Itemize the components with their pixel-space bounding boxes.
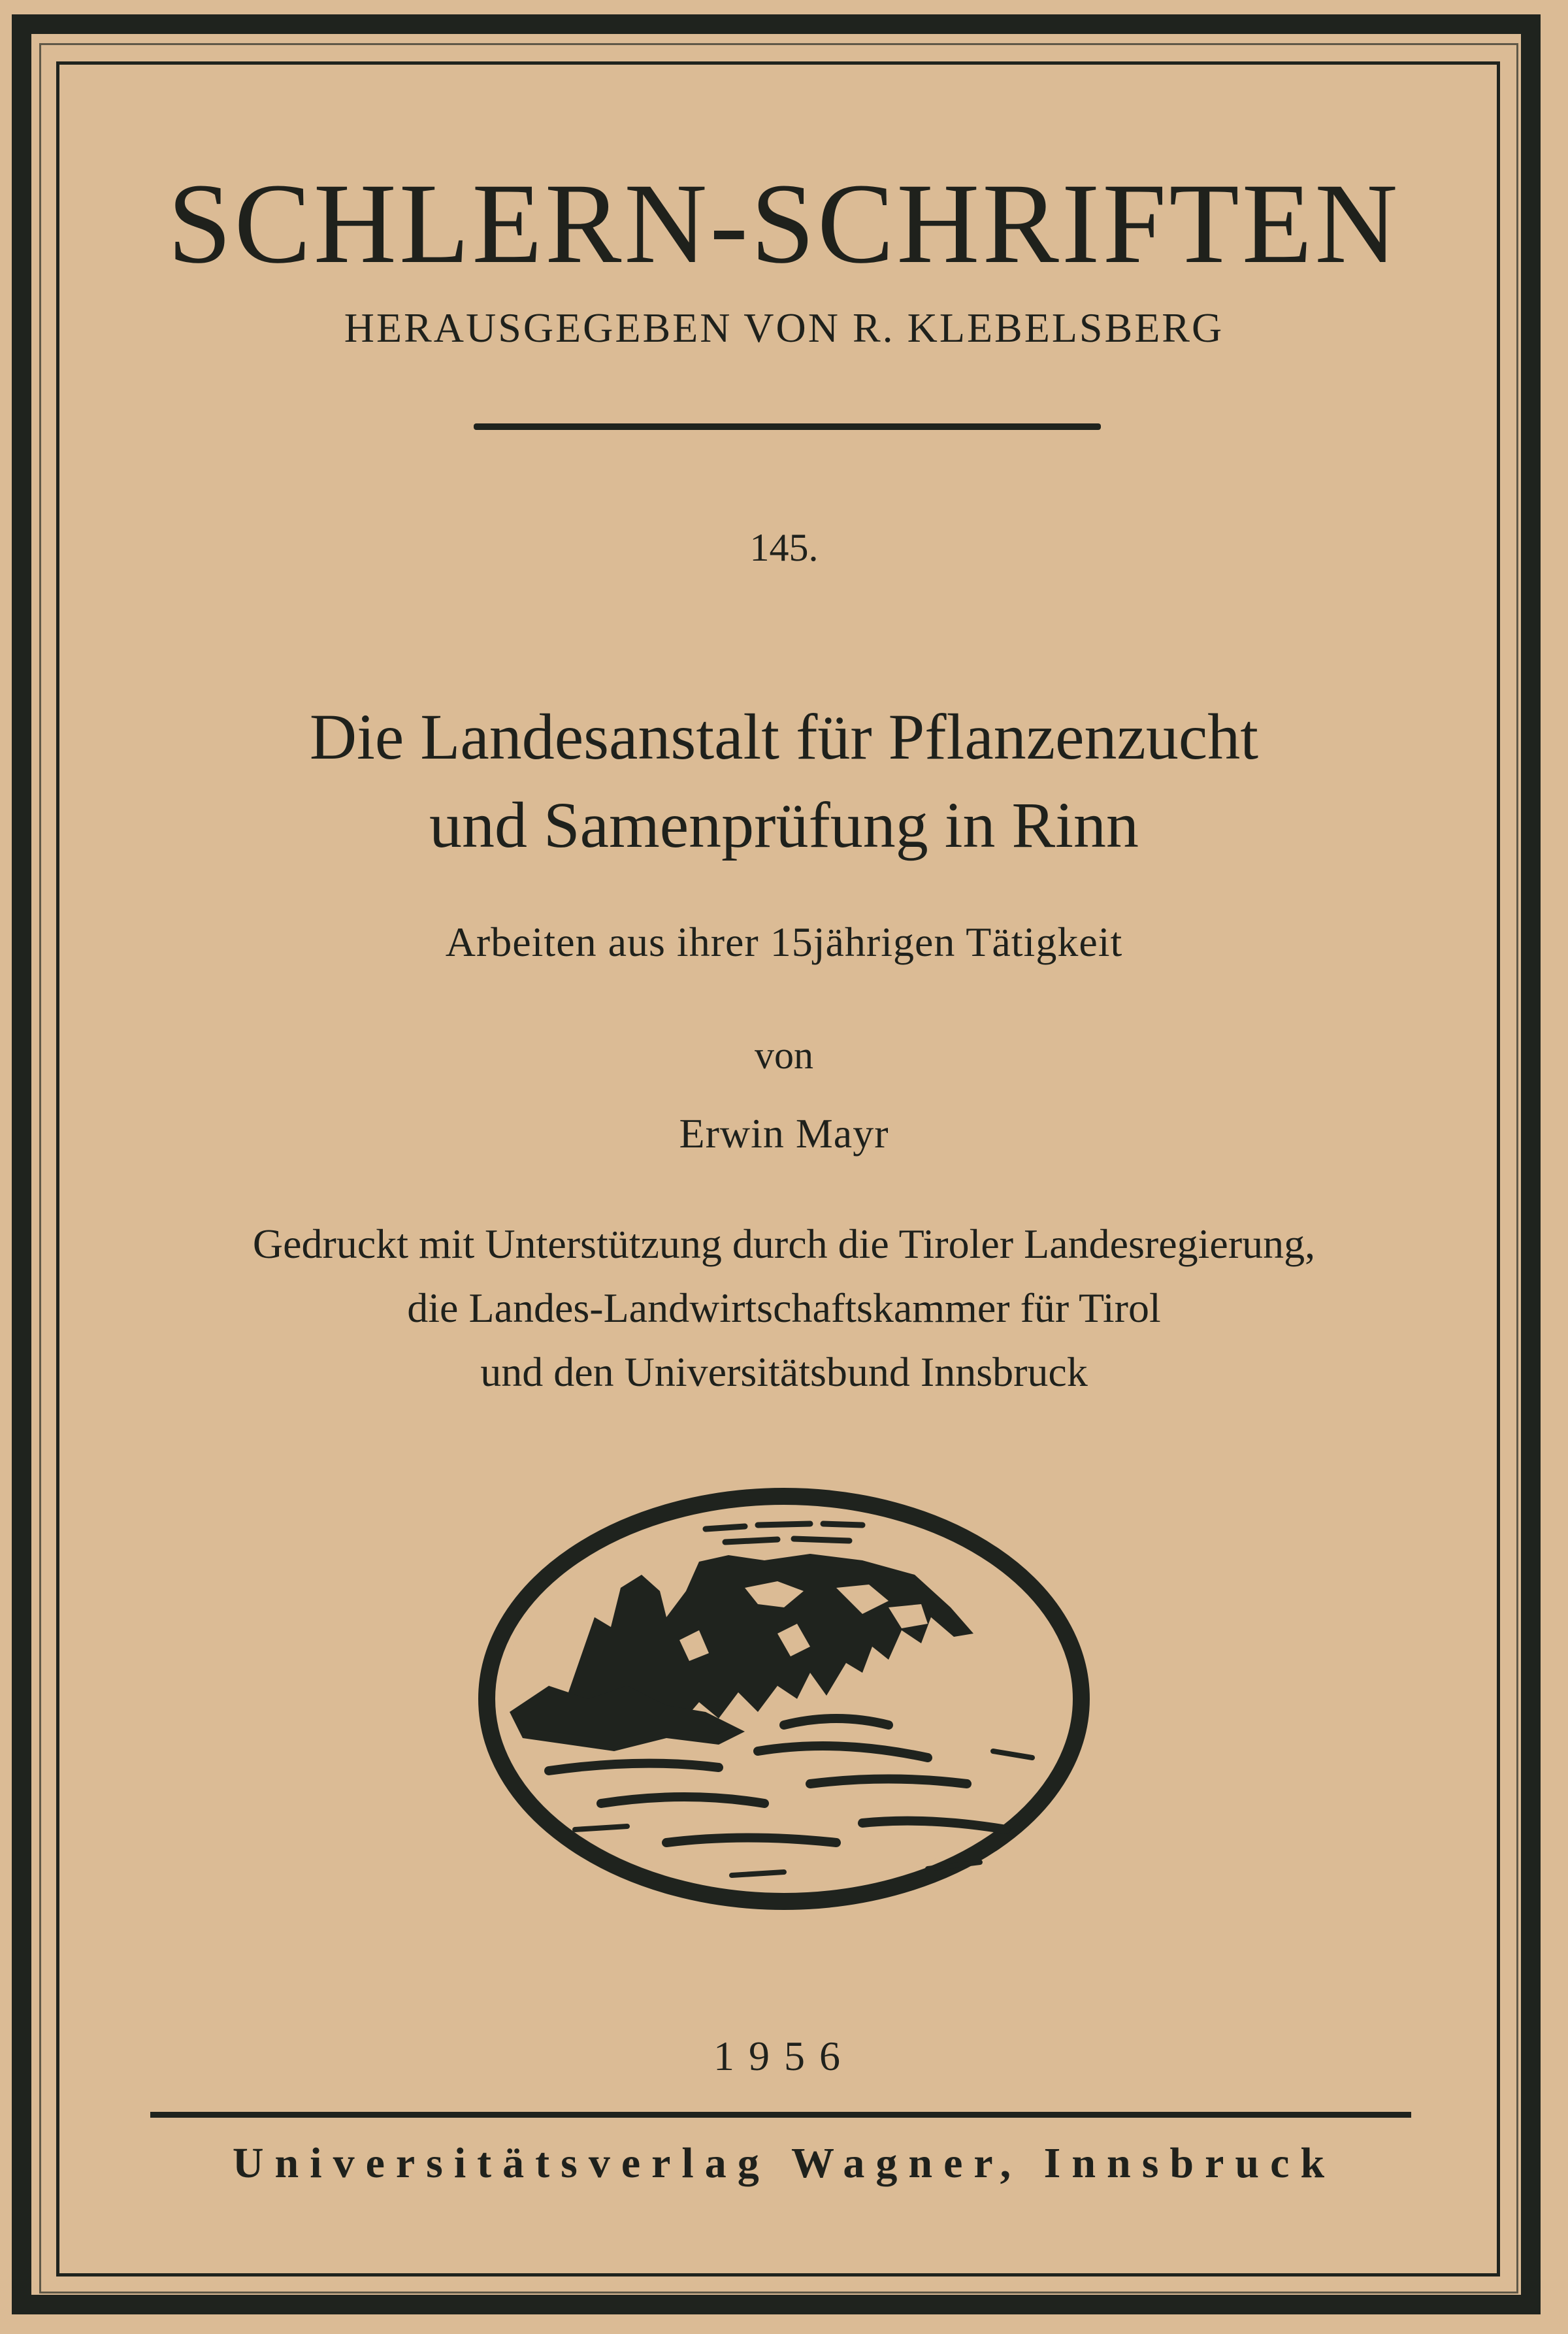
support-statement (0, 1212, 1568, 1404)
series-title: SCHLERN-SCHRIFTEN (167, 160, 1401, 288)
bottom-divider-rule (150, 2112, 1411, 2118)
book-title (0, 693, 1568, 869)
publication-year: 1956 (713, 2033, 855, 2079)
volume-number: 145. (749, 526, 819, 569)
editor-line: HERAUSGEGEBEN VON R. KLEBELSBERG (344, 304, 1224, 351)
support-line-2: die Landes-Landwirtschaftskammer für Tirol (407, 1285, 1161, 1331)
book-title-line-1: Die Landesanstalt für Pflanzenzucht (309, 700, 1259, 773)
book-title-line-2: und Samenprüfung in Rinn (429, 789, 1139, 861)
by-word: von (755, 1034, 813, 1077)
author-name: Erwin Mayr (679, 1110, 889, 1157)
inner-frame-border (56, 61, 1500, 2276)
top-divider-rule (474, 423, 1101, 430)
publisher-imprint: Universitätsverlag Wagner, Innsbruck (232, 2139, 1336, 2187)
book-subtitle: Arbeiten aus ihrer 15jährigen Tätigkeit (445, 919, 1123, 965)
mountain-landscape-oval-vignette-icon (470, 1477, 1098, 1921)
support-line-3: und den Universitätsbund Innsbruck (480, 1349, 1088, 1395)
support-line-1: Gedruckt mit Unterstützung durch die Tiroler Landesregierung, (252, 1221, 1316, 1267)
